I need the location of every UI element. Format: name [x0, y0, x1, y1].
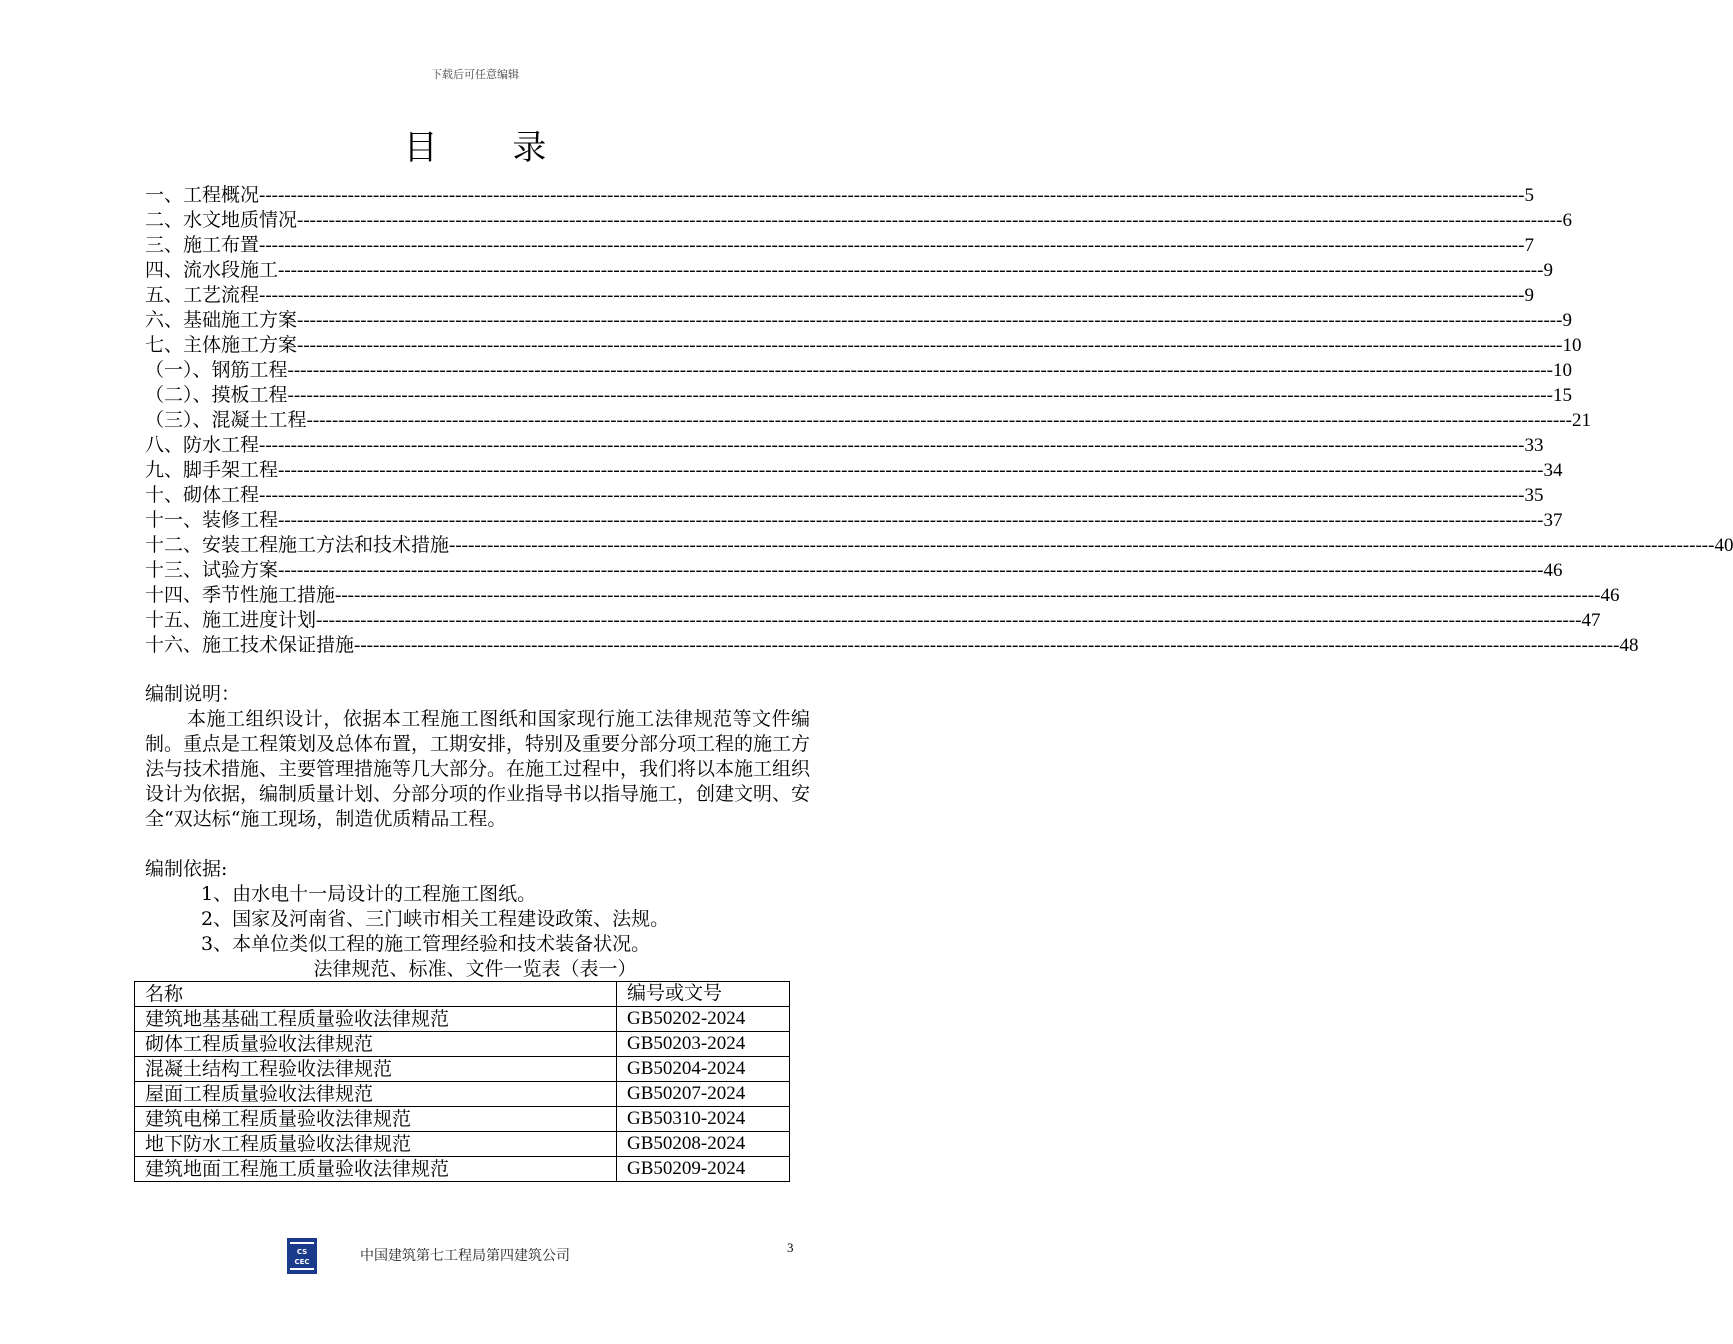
cell-name: 砌体工程质量验收法律规范 — [135, 1032, 617, 1057]
toc-leader: -------------------------------------------------------------------------------------------------------------------------------------------------------------------------------------------------------- — [278, 510, 1544, 531]
cell-name: 建筑地基基础工程质量验收法律规范 — [135, 1007, 617, 1032]
toc-entry-label: 九、脚手架工程 — [145, 459, 279, 481]
footer-organization: 中国建筑第七工程局第四建筑公司 — [360, 1248, 570, 1264]
toc-entry[interactable] — [145, 183, 1534, 208]
cell-code: GB50204-2024 — [617, 1057, 790, 1082]
toc-entry-page: 21 — [1571, 410, 1591, 431]
toc-leader: -------------------------------------------------------------------------------------------------------------------------------------------------------------------------------------------------------- — [287, 385, 1553, 406]
toc-entry-page: 33 — [1524, 435, 1544, 456]
toc-entry[interactable] — [145, 558, 1563, 583]
cell-code: GB50203-2024 — [617, 1032, 790, 1057]
notes-body: 本施工组织设计，依据本工程施工图纸和国家现行施工法律规范等文件编制。重点是工程策划及总体布置，工期安排，特别及重要分部分项工程的施工方法与技术措施、主要管理措施等几大部分。在施工过程中，我们将以本施工组织设计为依据，编制质量计划、分部分项的作业指导书以指导施工，创建文明、安全“双达标“施工现场，制造优质精品工程。 — [145, 708, 811, 830]
header-cell-code: 编号或文号 — [617, 982, 790, 1007]
basis-item: 1、由水电十一局设计的工程施工图纸。 — [201, 883, 537, 905]
cell-code: GB50310-2024 — [617, 1107, 790, 1132]
toc-entry-label: 十一、装修工程 — [145, 509, 279, 531]
toc-entry-page: 5 — [1524, 185, 1534, 206]
toc-entry-label: 四、流水段施工 — [145, 259, 279, 281]
toc-entry[interactable] — [145, 508, 1563, 533]
toc-entry[interactable] — [145, 608, 1601, 633]
toc-leader: -------------------------------------------------------------------------------------------------------------------------------------------------------------------------------------------------------- — [449, 535, 1715, 556]
table-row — [135, 1007, 790, 1032]
toc-entry-page: 9 — [1543, 260, 1553, 281]
basis-item: 2、国家及河南省、三门峡市相关工程建设政策、法规。 — [201, 908, 670, 930]
toc-entry[interactable] — [145, 208, 1572, 233]
toc-entry-page: 7 — [1524, 235, 1534, 256]
table-row — [135, 1157, 790, 1182]
toc-entry[interactable] — [145, 633, 1639, 658]
toc-leader: -------------------------------------------------------------------------------------------------------------------------------------------------------------------------------------------------------- — [259, 235, 1525, 256]
cell-code: GB50208-2024 — [617, 1132, 790, 1157]
toc-entry-page: 47 — [1581, 610, 1601, 631]
toc-leader: -------------------------------------------------------------------------------------------------------------------------------------------------------------------------------------------------------- — [259, 285, 1525, 306]
toc-leader: -------------------------------------------------------------------------------------------------------------------------------------------------------------------------------------------------------- — [316, 610, 1582, 631]
toc-leader: -------------------------------------------------------------------------------------------------------------------------------------------------------------------------------------------------------- — [297, 335, 1563, 356]
toc-entry-label: 十五、施工进度计划 — [145, 609, 317, 631]
toc-leader: -------------------------------------------------------------------------------------------------------------------------------------------------------------------------------------------------------- — [287, 360, 1553, 381]
toc-entry[interactable] — [145, 533, 1733, 558]
toc-leader: -------------------------------------------------------------------------------------------------------------------------------------------------------------------------------------------------------- — [306, 410, 1572, 431]
toc-leader: -------------------------------------------------------------------------------------------------------------------------------------------------------------------------------------------------------- — [354, 635, 1620, 656]
toc-entry-label: 三、施工布置 — [145, 234, 260, 256]
cell-name: 地下防水工程质量验收法律规范 — [135, 1132, 617, 1157]
svg-text:CS: CS — [296, 1248, 308, 1256]
table-caption: 法律规范、标准、文件一览表（表一） — [313, 958, 637, 980]
toc-entry-label: 十六、施工技术保证措施 — [145, 634, 355, 656]
toc-entry-label: 一、工程概况 — [145, 184, 260, 206]
table-row — [135, 1032, 790, 1057]
toc-entry-page: 34 — [1543, 460, 1563, 481]
toc-entry-page: 35 — [1524, 485, 1544, 506]
cell-code: GB50202-2024 — [617, 1007, 790, 1032]
toc-entry[interactable] — [145, 358, 1572, 383]
cell-name: 混凝土结构工程验收法律规范 — [135, 1057, 617, 1082]
toc-entry-label: （二）、摸板工程 — [145, 384, 288, 406]
toc-entry-page: 9 — [1524, 285, 1534, 306]
toc-entry-label: 二、水文地质情况 — [145, 209, 298, 231]
table-header-row — [135, 982, 790, 1007]
toc-leader: -------------------------------------------------------------------------------------------------------------------------------------------------------------------------------------------------------- — [297, 210, 1563, 231]
svg-text:CEC: CEC — [294, 1258, 310, 1266]
toc-entry-label: 七、主体施工方案 — [145, 334, 298, 356]
toc-entry[interactable] — [145, 333, 1582, 358]
standards-table — [134, 981, 790, 1182]
header-note: 下载后可任意编辑 — [431, 68, 519, 81]
toc-entry-label: 八、防水工程 — [145, 434, 260, 456]
table-row — [135, 1107, 790, 1132]
toc-entry[interactable] — [145, 408, 1591, 433]
toc-entry-label: （一）、钢筋工程 — [145, 359, 288, 381]
toc-entry-label: （三）、混凝土工程 — [145, 409, 307, 431]
toc-entry-label: 十四、季节性施工措施 — [145, 584, 336, 606]
toc-leader: -------------------------------------------------------------------------------------------------------------------------------------------------------------------------------------------------------- — [259, 485, 1525, 506]
toc-entry[interactable] — [145, 258, 1553, 283]
company-logo-icon — [287, 1238, 317, 1274]
toc-leader: -------------------------------------------------------------------------------------------------------------------------------------------------------------------------------------------------------- — [335, 585, 1601, 606]
cell-name: 建筑地面工程施工质量验收法律规范 — [135, 1157, 617, 1182]
cell-name: 屋面工程质量验收法律规范 — [135, 1082, 617, 1107]
toc-entry[interactable] — [145, 383, 1572, 408]
cell-code: GB50207-2024 — [617, 1082, 790, 1107]
toc-entry-page: 37 — [1543, 510, 1563, 531]
toc-leader: -------------------------------------------------------------------------------------------------------------------------------------------------------------------------------------------------------- — [259, 185, 1525, 206]
toc-entry-page: 40 — [1714, 535, 1733, 556]
toc-entry-label: 十二、安装工程施工方法和技术措施 — [145, 534, 450, 556]
toc-entry-label: 十、砌体工程 — [145, 484, 260, 506]
toc-leader: -------------------------------------------------------------------------------------------------------------------------------------------------------------------------------------------------------- — [278, 460, 1544, 481]
toc-leader: -------------------------------------------------------------------------------------------------------------------------------------------------------------------------------------------------------- — [278, 560, 1544, 581]
toc-leader: -------------------------------------------------------------------------------------------------------------------------------------------------------------------------------------------------------- — [278, 260, 1544, 281]
basis-item: 3、本单位类似工程的施工管理经验和技术装备状况。 — [201, 933, 651, 955]
table-row — [135, 1132, 790, 1157]
cell-name: 建筑电梯工程质量验收法律规范 — [135, 1107, 617, 1132]
toc-leader: -------------------------------------------------------------------------------------------------------------------------------------------------------------------------------------------------------- — [259, 435, 1525, 456]
table-of-contents — [145, 183, 1733, 658]
toc-entry[interactable] — [145, 433, 1544, 458]
notes-heading: 编制说明： — [145, 683, 241, 705]
toc-entry-label: 六、基础施工方案 — [145, 309, 298, 331]
toc-entry-page: 46 — [1600, 585, 1620, 606]
toc-entry[interactable] — [145, 233, 1534, 258]
toc-entry[interactable] — [145, 483, 1544, 508]
toc-entry-label: 十三、试验方案 — [145, 559, 279, 581]
toc-entry[interactable] — [145, 308, 1572, 333]
basis-heading: 编制依据: — [145, 858, 228, 880]
toc-entry-page: 46 — [1543, 560, 1563, 581]
toc-entry[interactable] — [145, 583, 1620, 608]
toc-leader: -------------------------------------------------------------------------------------------------------------------------------------------------------------------------------------------------------- — [297, 310, 1563, 331]
toc-entry-page: 48 — [1619, 635, 1639, 656]
table-row — [135, 1057, 790, 1082]
toc-entry[interactable] — [145, 283, 1534, 308]
toc-entry-label: 五、工艺流程 — [145, 284, 260, 306]
toc-entry-page: 10 — [1552, 360, 1572, 381]
cell-code: GB50209-2024 — [617, 1157, 790, 1182]
toc-entry-page: 6 — [1562, 210, 1572, 231]
toc-entry-page: 10 — [1562, 335, 1582, 356]
toc-entry[interactable] — [145, 458, 1563, 483]
toc-title: 目 录 — [403, 128, 579, 168]
header-cell-name: 名称 — [135, 982, 617, 1007]
toc-entry-page: 15 — [1552, 385, 1572, 406]
table-row — [135, 1082, 790, 1107]
toc-entry-page: 9 — [1562, 310, 1572, 331]
page-number: 3 — [787, 1240, 794, 1255]
